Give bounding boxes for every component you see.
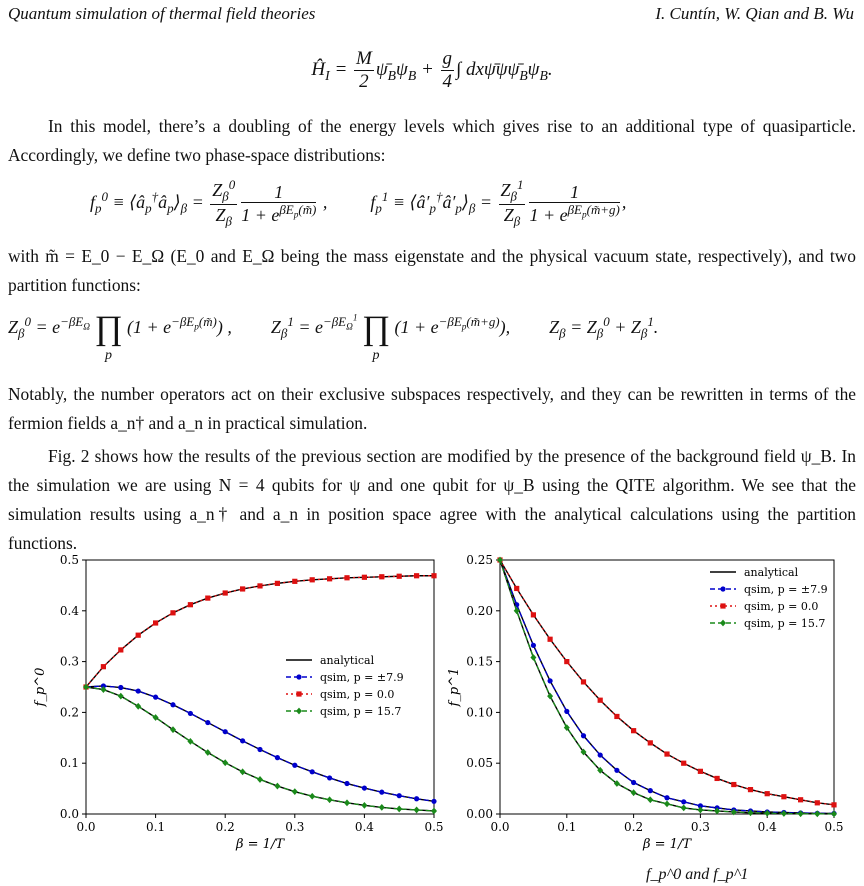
data-point — [581, 679, 586, 684]
data-point — [648, 740, 653, 745]
y-tick-label: 0.05 — [466, 756, 493, 771]
legend-marker — [296, 674, 301, 679]
data-point — [414, 796, 419, 801]
x-tick-label: 0.3 — [690, 820, 710, 834]
data-point — [188, 711, 193, 716]
data-point — [798, 797, 803, 802]
data-point — [581, 733, 586, 738]
data-point — [664, 800, 670, 807]
y-tick-label: 0.20 — [466, 603, 493, 618]
data-point — [118, 693, 124, 700]
data-point — [257, 776, 263, 783]
data-point — [781, 794, 786, 799]
legend-marker — [296, 691, 301, 696]
data-point — [631, 780, 636, 785]
data-point — [564, 659, 569, 664]
data-point — [118, 647, 123, 652]
paragraph-3: Notably, the number operators act on their exclusive subspaces respectively, and they can be rewritten in terms of the fermion fields a_n† and a_n in practical simulation. — [8, 384, 856, 433]
running-header-authors: I. Cuntín, W. Qian and B. Wu — [655, 4, 854, 23]
x-tick-label: 0.2 — [215, 820, 235, 834]
data-point — [240, 768, 246, 775]
x-tick-label: 0.0 — [76, 820, 96, 834]
data-point — [222, 759, 228, 766]
series-line — [500, 560, 834, 814]
data-point — [530, 654, 536, 661]
data-point — [731, 782, 736, 787]
data-point — [101, 664, 106, 669]
data-point — [598, 752, 603, 757]
data-point — [547, 693, 553, 700]
data-point — [327, 796, 333, 803]
x-tick-label: 0.0 — [490, 820, 510, 834]
data-point — [153, 695, 158, 700]
data-point — [257, 747, 262, 752]
data-point — [240, 738, 245, 743]
paragraph-2: with m̃ = E_0 − E_Ω (E_0 and E_Ω being the mass eigenstate and the physical vacuum state, respectively), and two partition functions: — [8, 246, 856, 295]
x-axis-label: β = 1/T — [236, 837, 284, 852]
y-tick-label: 0.25 — [466, 553, 493, 567]
x-tick-label: 0.2 — [624, 820, 644, 834]
data-point — [274, 783, 280, 790]
y-tick-label: 0.00 — [466, 807, 493, 821]
data-point — [548, 678, 553, 683]
data-point — [631, 728, 636, 733]
legend-label: qsim, p = ±7.9 — [744, 583, 828, 596]
y-axis-label: f_p^0 — [33, 667, 48, 707]
legend-marker — [720, 586, 725, 591]
data-point — [765, 791, 770, 796]
x-tick-label: 0.1 — [557, 820, 577, 834]
legend-label: qsim, p = 0.0 — [744, 600, 819, 613]
data-point — [292, 579, 297, 584]
data-point — [514, 586, 519, 591]
data-point — [205, 749, 211, 756]
distribution-equations: $f_p^0$ ≡ $⟨â_p^\dagger â_p⟩_\beta$ = $\frac{Z_\beta^0}{Z_\beta}$ $\frac{1}{1 + e^{\beta E_p(m̃)}}$ , $f_p^1$ ≡ $⟨â'_p^\dagger â'_p⟩_\beta$ = $\frac{Z_\beta^1}{Z_\beta}$ $\frac{1}{1 + e^{\beta E_p(m̃+g)}}$ , — [90, 177, 627, 230]
data-point — [170, 610, 175, 615]
data-point — [344, 799, 350, 806]
data-point — [681, 805, 687, 812]
data-point — [170, 702, 175, 707]
data-point — [379, 790, 384, 795]
data-point — [698, 769, 703, 774]
data-point — [240, 586, 245, 591]
data-point — [664, 751, 669, 756]
data-point — [431, 808, 437, 815]
data-point — [257, 583, 262, 588]
y-tick-label: 0.2 — [59, 705, 79, 720]
y-tick-label: 0.4 — [59, 603, 79, 618]
y-tick-label: 0.0 — [59, 807, 79, 821]
legend-label: qsim, p = ±7.9 — [320, 671, 404, 684]
data-point — [309, 793, 315, 800]
data-point — [153, 620, 158, 625]
data-point — [548, 637, 553, 642]
data-point — [275, 581, 280, 586]
data-point — [361, 802, 367, 809]
paragraph-1: In this model, there’s a doubling of the energy levels which gives rise to an additional type of quasiparticle. Accordingly, we define two phase-space distributions: — [8, 116, 856, 165]
data-point — [223, 590, 228, 595]
legend-marker — [296, 708, 302, 715]
legend-marker — [720, 620, 726, 627]
analytical-line — [500, 560, 834, 813]
data-point — [647, 796, 653, 803]
partition-equations: $Z_\beta^0 = e^{-\beta E_\Omega}$ ∏ p $(1 + e^{-\beta E_p(m̃)})$ , $Z_\beta^1 = e^{-\beta E_\Omega^1}$ ∏ p $(1 + e^{-\beta E_p(m̃+g)})$, $Z_\beta = Z_\beta^0 + Z_\beta^1$. — [8, 310, 659, 363]
data-point — [379, 574, 384, 579]
data-point — [153, 714, 159, 721]
data-point — [648, 788, 653, 793]
data-point — [831, 810, 837, 817]
data-point — [431, 799, 436, 804]
legend-marker — [720, 603, 725, 608]
data-point — [614, 714, 619, 719]
hamiltonian-equation: $Ĥ_I$ = $\frac{M}{2}$ $\psī_B\psi_B$ + $\frac{g}{4}$ ∫ $dx\psī\psi\psī_B\psi_B$. — [311, 48, 553, 92]
legend-label: analytical — [744, 566, 799, 579]
data-point — [292, 788, 298, 795]
legend-label: qsim, p = 15.7 — [744, 617, 826, 630]
data-point — [564, 709, 569, 714]
x-tick-label: 0.5 — [424, 820, 444, 834]
series-line — [500, 560, 834, 813]
data-point — [431, 573, 436, 578]
chart-f0 — [0, 553, 444, 866]
data-point — [697, 807, 703, 814]
data-point — [414, 573, 419, 578]
data-point — [397, 574, 402, 579]
data-point — [223, 729, 228, 734]
analytical-line — [500, 560, 834, 814]
data-point — [396, 806, 402, 813]
data-point — [118, 685, 123, 690]
data-point — [327, 576, 332, 581]
data-point — [362, 785, 367, 790]
data-point — [135, 703, 141, 710]
data-point — [798, 810, 804, 817]
x-tick-label: 0.4 — [757, 820, 777, 834]
data-point — [631, 789, 637, 796]
data-point — [831, 802, 836, 807]
data-point — [136, 688, 141, 693]
data-point — [136, 633, 141, 638]
y-tick-label: 0.3 — [59, 654, 79, 669]
data-point — [414, 807, 420, 814]
plot-frame — [86, 560, 434, 814]
data-point — [598, 698, 603, 703]
legend-label: qsim, p = 0.0 — [320, 688, 395, 701]
y-tick-label: 0.1 — [59, 756, 79, 771]
data-point — [292, 763, 297, 768]
data-point — [310, 577, 315, 582]
data-point — [205, 596, 210, 601]
x-tick-label: 0.5 — [824, 820, 844, 834]
data-point — [310, 769, 315, 774]
data-point — [748, 787, 753, 792]
data-point — [814, 810, 820, 817]
plot-frame — [500, 560, 834, 814]
data-point — [344, 781, 349, 786]
x-axis-label: β = 1/T — [643, 837, 691, 852]
data-point — [187, 738, 193, 745]
data-point — [681, 799, 686, 804]
x-tick-label: 0.1 — [146, 820, 166, 834]
data-point — [379, 804, 385, 811]
y-tick-label: 0.5 — [59, 553, 79, 567]
chart-f1 — [440, 553, 864, 866]
legend-label: qsim, p = 15.7 — [320, 705, 402, 718]
data-point — [664, 795, 669, 800]
data-point — [815, 800, 820, 805]
paragraph-4: Fig. 2 shows how the results of the previous section are modified by the presence of the background field ψ_B. In the simulation we are using N = 4 qubits for ψ and one qubit for ψ_B using the QITE algorithm. We see that the simulation results using a_n† and a_n in position space agree with the analytical calculations using the partition functions. — [8, 446, 856, 553]
running-header-title: Quantum simulation of thermal field theories — [8, 4, 316, 23]
caption-fragment: f_p^0 and f_p^1 — [646, 866, 749, 883]
y-tick-label: 0.15 — [466, 654, 493, 669]
data-point — [362, 575, 367, 580]
data-point — [327, 775, 332, 780]
data-point — [205, 720, 210, 725]
y-tick-label: 0.10 — [466, 705, 493, 720]
x-tick-label: 0.4 — [354, 820, 374, 834]
data-point — [170, 726, 176, 733]
data-point — [614, 768, 619, 773]
legend-label: analytical — [320, 654, 375, 667]
data-point — [344, 575, 349, 580]
data-point — [188, 602, 193, 607]
data-point — [531, 612, 536, 617]
data-point — [681, 761, 686, 766]
data-point — [275, 755, 280, 760]
data-point — [715, 776, 720, 781]
y-axis-label: f_p^1 — [447, 667, 462, 707]
data-point — [397, 793, 402, 798]
x-tick-label: 0.3 — [285, 820, 305, 834]
data-point — [531, 643, 536, 648]
